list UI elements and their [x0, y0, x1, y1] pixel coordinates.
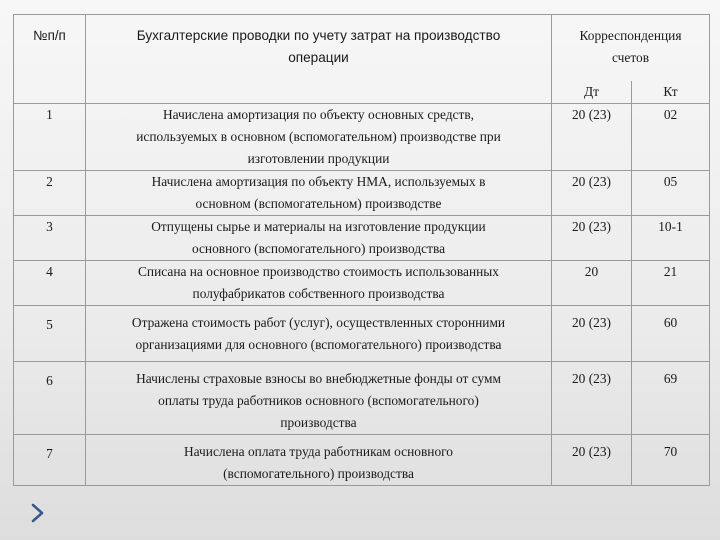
row-description-line: (вспомогательного) производства [223, 465, 414, 481]
table-body [14, 103, 710, 485]
accounting-entries-table [13, 14, 710, 486]
header-debit: Дт [552, 81, 632, 104]
header-description-line1: Бухгалтерские проводки по учету затрат на производство [136, 28, 501, 43]
row-description-line: производства [280, 414, 357, 430]
header-correspondence-line1: Корреспонденция [579, 28, 682, 43]
table-row [14, 434, 710, 485]
row-description [86, 305, 552, 361]
row-credit: 02 [632, 103, 710, 170]
row-description [86, 434, 552, 485]
header-correspondence-line2: счетов [611, 50, 650, 65]
row-debit: 20 (23) [552, 434, 632, 485]
row-number: 3 [14, 215, 86, 260]
header-correspondence [552, 15, 710, 81]
row-description [86, 260, 552, 305]
row-number: 7 [14, 434, 86, 485]
header-description-line2: операции [288, 50, 349, 65]
row-description [86, 361, 552, 434]
row-description-line: организациями для основного (вспомогательного) производства [135, 336, 502, 352]
header-num-label: №п/п [33, 28, 66, 43]
table-row [14, 215, 710, 260]
row-debit: 20 (23) [552, 170, 632, 215]
row-credit: 60 [632, 305, 710, 361]
row-debit: 20 (23) [552, 361, 632, 434]
row-description-line: основного (вспомогательного) производства [191, 240, 446, 256]
row-credit: 10-1 [632, 215, 710, 260]
row-description-line: полуфабрикатов собственного производства [192, 285, 445, 301]
row-description-line: Отпущены сырье и материалы на изготовление продукции [151, 218, 486, 234]
table-row [14, 260, 710, 305]
row-credit: 70 [632, 434, 710, 485]
row-number: 4 [14, 260, 86, 305]
row-description-line: Начислены страховые взносы во внебюджетные фонды от сумм [136, 370, 501, 386]
row-number: 2 [14, 170, 86, 215]
row-credit: 69 [632, 361, 710, 434]
row-number: 5 [14, 305, 86, 361]
row-description [86, 215, 552, 260]
row-description-line: Списана на основное производство стоимость использованных [138, 263, 499, 279]
row-description-line: изготовлении продукции [247, 150, 390, 166]
row-description [86, 170, 552, 215]
row-debit: 20 (23) [552, 305, 632, 361]
row-description-line: Начислена амортизация по объекту основных средств, [162, 106, 475, 122]
chevron-right-icon[interactable] [30, 503, 46, 523]
row-description-line: Начислена оплата труда работникам основного [183, 443, 454, 459]
table-row [14, 305, 710, 361]
row-debit: 20 (23) [552, 215, 632, 260]
table-row [14, 361, 710, 434]
row-number: 1 [14, 103, 86, 170]
row-debit: 20 (23) [552, 103, 632, 170]
row-credit: 05 [632, 170, 710, 215]
row-description-line: Начислена амортизация по объекту НМА, используемых в [151, 173, 486, 189]
row-description-line: используемых в основном (вспомогательном) производстве при [136, 128, 501, 144]
table-row [14, 170, 710, 215]
row-debit: 20 [552, 260, 632, 305]
row-credit: 21 [632, 260, 710, 305]
header-description [86, 15, 552, 104]
row-number: 6 [14, 361, 86, 434]
header-num [14, 15, 86, 104]
table-row [14, 103, 710, 170]
row-description-line: Отражена стоимость работ (услуг), осуществленных сторонними [131, 314, 506, 330]
header-credit: Кт [632, 81, 710, 104]
row-description-line: основном (вспомогательном) производстве [195, 195, 442, 211]
table-header-row [14, 15, 710, 81]
row-description-line: оплаты труда работников основного (вспомогательного) [158, 392, 479, 408]
row-description [86, 103, 552, 170]
